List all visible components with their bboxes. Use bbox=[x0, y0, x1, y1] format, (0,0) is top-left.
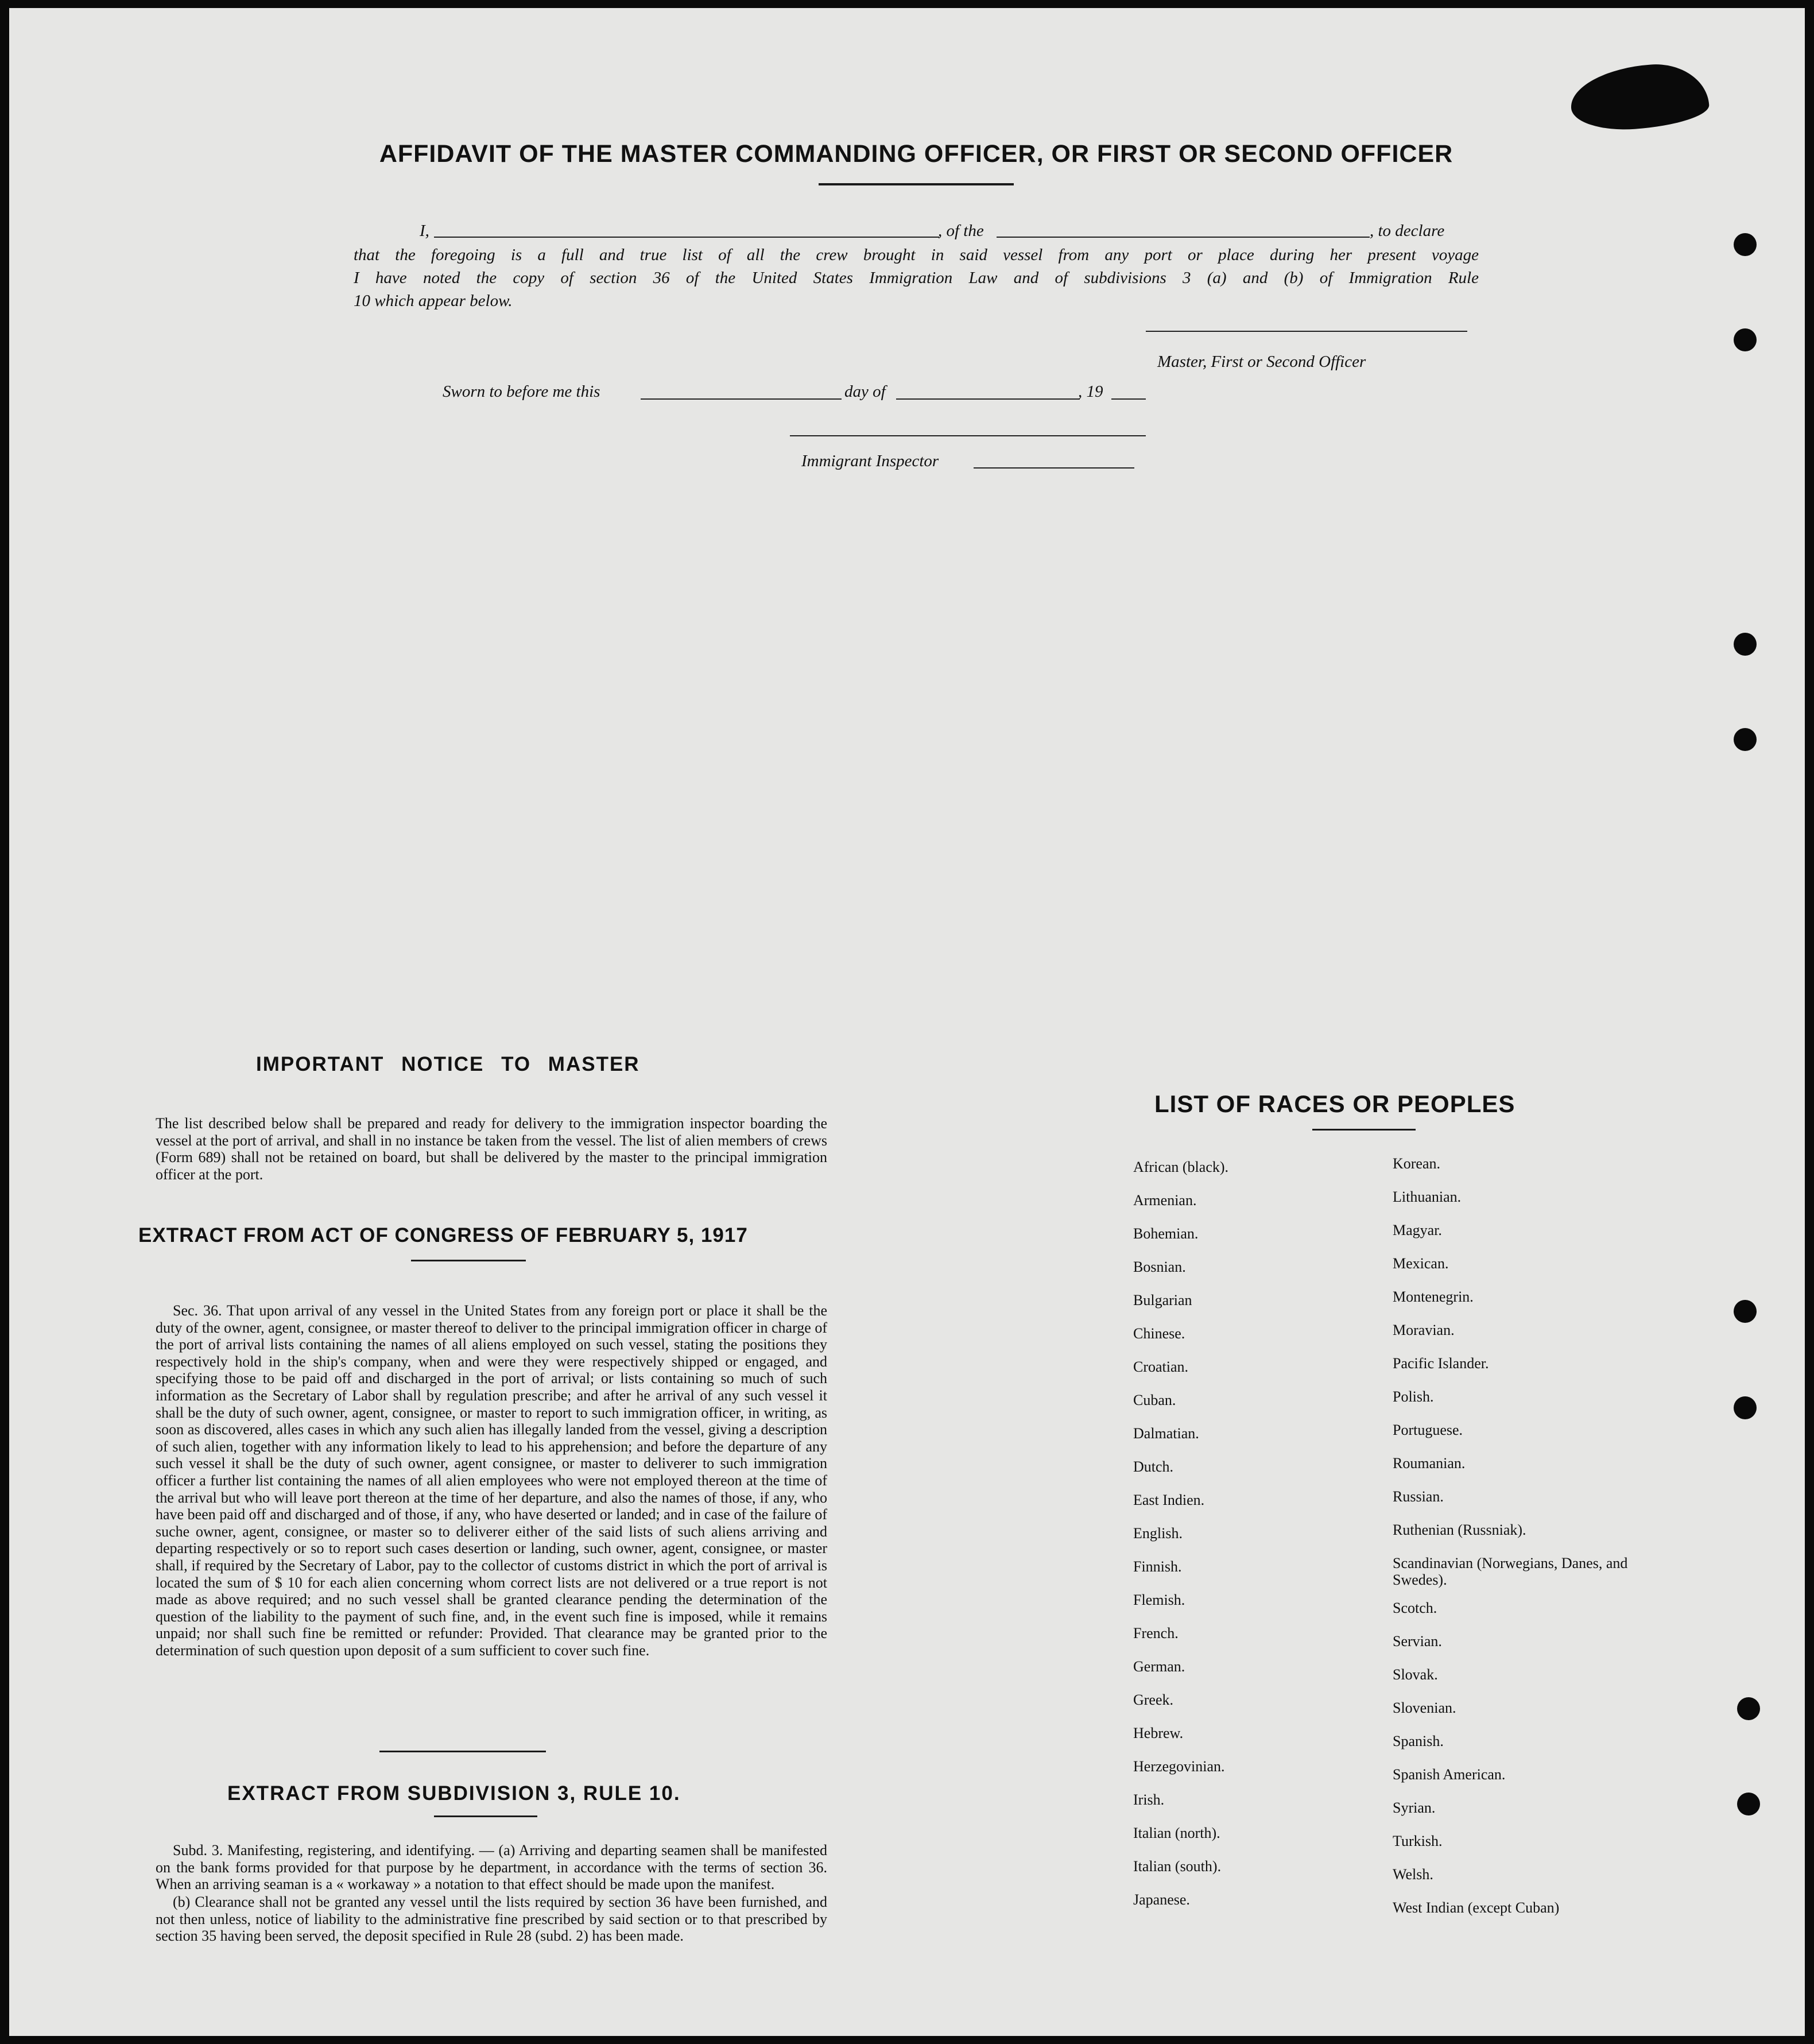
race-item: Magyar. bbox=[1393, 1222, 1442, 1238]
day-of-label: day of bbox=[844, 382, 886, 401]
race-item: Russian. bbox=[1393, 1488, 1444, 1505]
race-item: Spanish. bbox=[1393, 1733, 1444, 1749]
race-item: Croatian. bbox=[1133, 1358, 1189, 1375]
inspector-signature-line[interactable] bbox=[790, 435, 1146, 436]
race-item: Polish. bbox=[1393, 1388, 1434, 1405]
vessel-field[interactable] bbox=[997, 237, 1370, 238]
races-heading: LIST OF RACES OR PEOPLES bbox=[1154, 1090, 1515, 1117]
binder-hole bbox=[1734, 1396, 1757, 1419]
race-item: Spanish American. bbox=[1393, 1766, 1506, 1783]
binder-hole bbox=[1734, 633, 1757, 656]
document-page bbox=[9, 8, 1805, 2036]
inspector-underline bbox=[974, 467, 1134, 469]
binder-hole bbox=[1734, 328, 1757, 351]
binder-hole bbox=[1734, 1300, 1757, 1323]
race-item: Mexican. bbox=[1393, 1255, 1449, 1272]
races-column-2 bbox=[1393, 1155, 1634, 1933]
signature-line[interactable] bbox=[1146, 331, 1467, 332]
of-the-label: , of the bbox=[938, 222, 984, 240]
race-item: Slovak. bbox=[1393, 1666, 1438, 1683]
race-item: Korean. bbox=[1393, 1155, 1441, 1172]
binder-hole bbox=[1737, 1697, 1760, 1720]
sworn-date-field[interactable] bbox=[641, 398, 842, 400]
race-item: Slovenian. bbox=[1393, 1700, 1456, 1716]
affidavit-line-3: 10 which appear below. bbox=[354, 292, 513, 310]
race-item: East Indien. bbox=[1133, 1492, 1205, 1508]
month-field[interactable] bbox=[896, 398, 1080, 400]
race-item: African (black). bbox=[1133, 1159, 1229, 1175]
race-item: Lithuanian. bbox=[1393, 1189, 1462, 1205]
race-item: Dutch. bbox=[1133, 1458, 1174, 1475]
race-item: Servian. bbox=[1393, 1633, 1442, 1650]
race-item: Ruthenian (Russniak). bbox=[1393, 1522, 1526, 1538]
name-field[interactable] bbox=[434, 237, 939, 238]
act-heading: EXTRACT FROM ACT OF CONGRESS OF FEBRUARY 5, 1917 bbox=[138, 1224, 748, 1246]
rule-heading: EXTRACT FROM SUBDIVISION 3, RULE 10. bbox=[227, 1782, 681, 1805]
race-item: Roumanian. bbox=[1393, 1455, 1466, 1472]
rule-text-b: (b) Clearance shall not be granted any vessel until the lists required by section 36 have been furnished, and not then unless, notice of liability to the administrative fine prescribed by said section or to that prescribed by section 35 having been served, the deposit specified in Rule 28 (subd. 2) has been made. bbox=[156, 1894, 827, 1945]
race-item: Flemish. bbox=[1133, 1592, 1185, 1608]
race-item: Montenegrin. bbox=[1393, 1288, 1474, 1305]
year-field[interactable] bbox=[1111, 398, 1146, 400]
rule-text-a: Subd. 3. Manifesting, registering, and identifying. — (a) Arriving and departing seamen shall be manifested on the bank forms provided for that purpose by he department, in accordance with the terms of section 36. When an arriving seaman is a « workaway » a notation to that effect should be made upon the manifest. bbox=[156, 1842, 827, 1893]
race-item: Portuguese. bbox=[1393, 1422, 1463, 1438]
race-item: Welsh. bbox=[1393, 1866, 1433, 1883]
race-item: Chinese. bbox=[1133, 1325, 1185, 1342]
race-item: Italian (south). bbox=[1133, 1858, 1222, 1875]
race-item: Bohemian. bbox=[1133, 1225, 1199, 1242]
race-item: Bulgarian bbox=[1133, 1292, 1192, 1309]
race-item: Armenian. bbox=[1133, 1192, 1197, 1209]
race-item: Syrian. bbox=[1393, 1799, 1436, 1816]
race-item: West Indian (except Cuban) bbox=[1393, 1899, 1560, 1916]
race-item: Scandinavian (Norwegians, Danes, and Swedes). bbox=[1393, 1555, 1628, 1588]
binder-hole bbox=[1737, 1793, 1760, 1815]
act-underline bbox=[411, 1260, 526, 1261]
affidavit-title: AFFIDAVIT OF THE MASTER COMMANDING OFFICER, OR FIRST OR SECOND OFFICER bbox=[379, 140, 1453, 168]
race-item: Dalmatian. bbox=[1133, 1425, 1199, 1442]
signature-label: Master, First or Second Officer bbox=[1157, 353, 1366, 371]
race-item: Turkish. bbox=[1393, 1833, 1443, 1849]
act-separator bbox=[379, 1751, 546, 1752]
race-item: German. bbox=[1133, 1658, 1185, 1675]
notice-text: The list described below shall be prepared and ready for delivery to the immigration inspector boarding the vessel at the port of arrival, and shall in no instance be taken from the vessel. The list of alien members of crews (Form 689) shall not be retained on board, but shall be delivered by the master to the principal immigration officer at the port. bbox=[156, 1115, 827, 1183]
race-item: Cuban. bbox=[1133, 1392, 1176, 1408]
sworn-label: Sworn to before me this bbox=[443, 382, 600, 401]
race-item: Irish. bbox=[1133, 1791, 1165, 1808]
race-item: Scotch. bbox=[1393, 1600, 1437, 1616]
to-declare-label: , to declare bbox=[1370, 222, 1445, 240]
affidavit-line-2: I have noted the copy of section 36 of the United States Immigration Law and of subdivisions 3 (a) and (b) of Immigration Rule bbox=[354, 269, 1479, 287]
race-item: Pacific Islander. bbox=[1393, 1355, 1489, 1372]
race-item: Finnish. bbox=[1133, 1558, 1182, 1575]
race-item: Hebrew. bbox=[1133, 1725, 1184, 1741]
race-item: English. bbox=[1133, 1525, 1183, 1542]
year-label: , 19 bbox=[1078, 382, 1103, 401]
races-column-1 bbox=[1133, 1159, 1374, 1925]
inspector-label: Immigrant Inspector bbox=[801, 452, 939, 470]
races-underline bbox=[1312, 1129, 1416, 1131]
race-item: French. bbox=[1133, 1625, 1179, 1642]
title-underline bbox=[819, 183, 1014, 185]
act-text: Sec. 36. That upon arrival of any vessel in the United States from any foreign port or place it shall be the duty of the owner, agent, consignee, or master thereof to deliver to the principal immigration officer in charge of the port of arrival lists containing the names of all aliens employed on such vessel, stating the positions they respectively hold in the ship's company, when and were they were respectively shipped or engaged, and specifying those to be paid off and discharged in the port of arrival; or lists containing so much of such information as the Secretary of Labor shall by regulation prescribe; and after he arrival of any such vessel it shall be the duty of such owner, agent, consignee, or master to report to such immigration officer, in writing, as soon as discovered, alles cases in which any such alien has illegally landed from the vessel, giving a description of such alien, together with any information likely to lead to his apprehension; and before the departure of any such vessel it shall be the duty of such owner, agent consignee, or master to deliverer to such immigration officer a further list containing the names of all alien employees who were not employed thereon at the time of the arrival but who will leave port thereon at the time of her departure, and also the names of those, if any, who have been paid off and discharged and of those, if any, who have deserted or landed; and in case of the failure of suche owner, agent, consignee, or master so to deliverer either of the said lists of such aliens arriving and departing respectively or so to report such cases desertion or landing, such owner, agent, consignee, or master shall, if required by the Secretary of Labor, pay to the collector of customs district in which the port of arrival is located the sum of $ 10 for each alien concerning whom correct lists are not delivered or a true report is not made as above required; and no such vessel shall be granted clearance pending the determination of the question of the liability to the payment of such fine, and, in the event such fine is imposed, while it remains unpaid; nor shall such fine be remitted or refunder: Provided. That clearance may be granted prior to the determination of such question upon deposit of a sum sufficient to cover such fine. bbox=[156, 1302, 827, 1659]
race-item: Bosnian. bbox=[1133, 1259, 1186, 1275]
race-item: Japanese. bbox=[1133, 1891, 1190, 1908]
race-item: Moravian. bbox=[1393, 1322, 1455, 1338]
i-label: I, bbox=[420, 222, 429, 240]
race-item: Italian (north). bbox=[1133, 1825, 1220, 1841]
affidavit-line-1: that the foregoing is a full and true list of all the crew brought in said vessel from any port or place during her present voyage bbox=[354, 246, 1479, 264]
binder-hole bbox=[1734, 728, 1757, 751]
race-item: Herzegovinian. bbox=[1133, 1758, 1225, 1775]
rule-underline bbox=[434, 1815, 537, 1817]
notice-heading: IMPORTANT NOTICE TO MASTER bbox=[256, 1053, 640, 1075]
binder-hole bbox=[1734, 233, 1757, 256]
race-item: Greek. bbox=[1133, 1691, 1174, 1708]
